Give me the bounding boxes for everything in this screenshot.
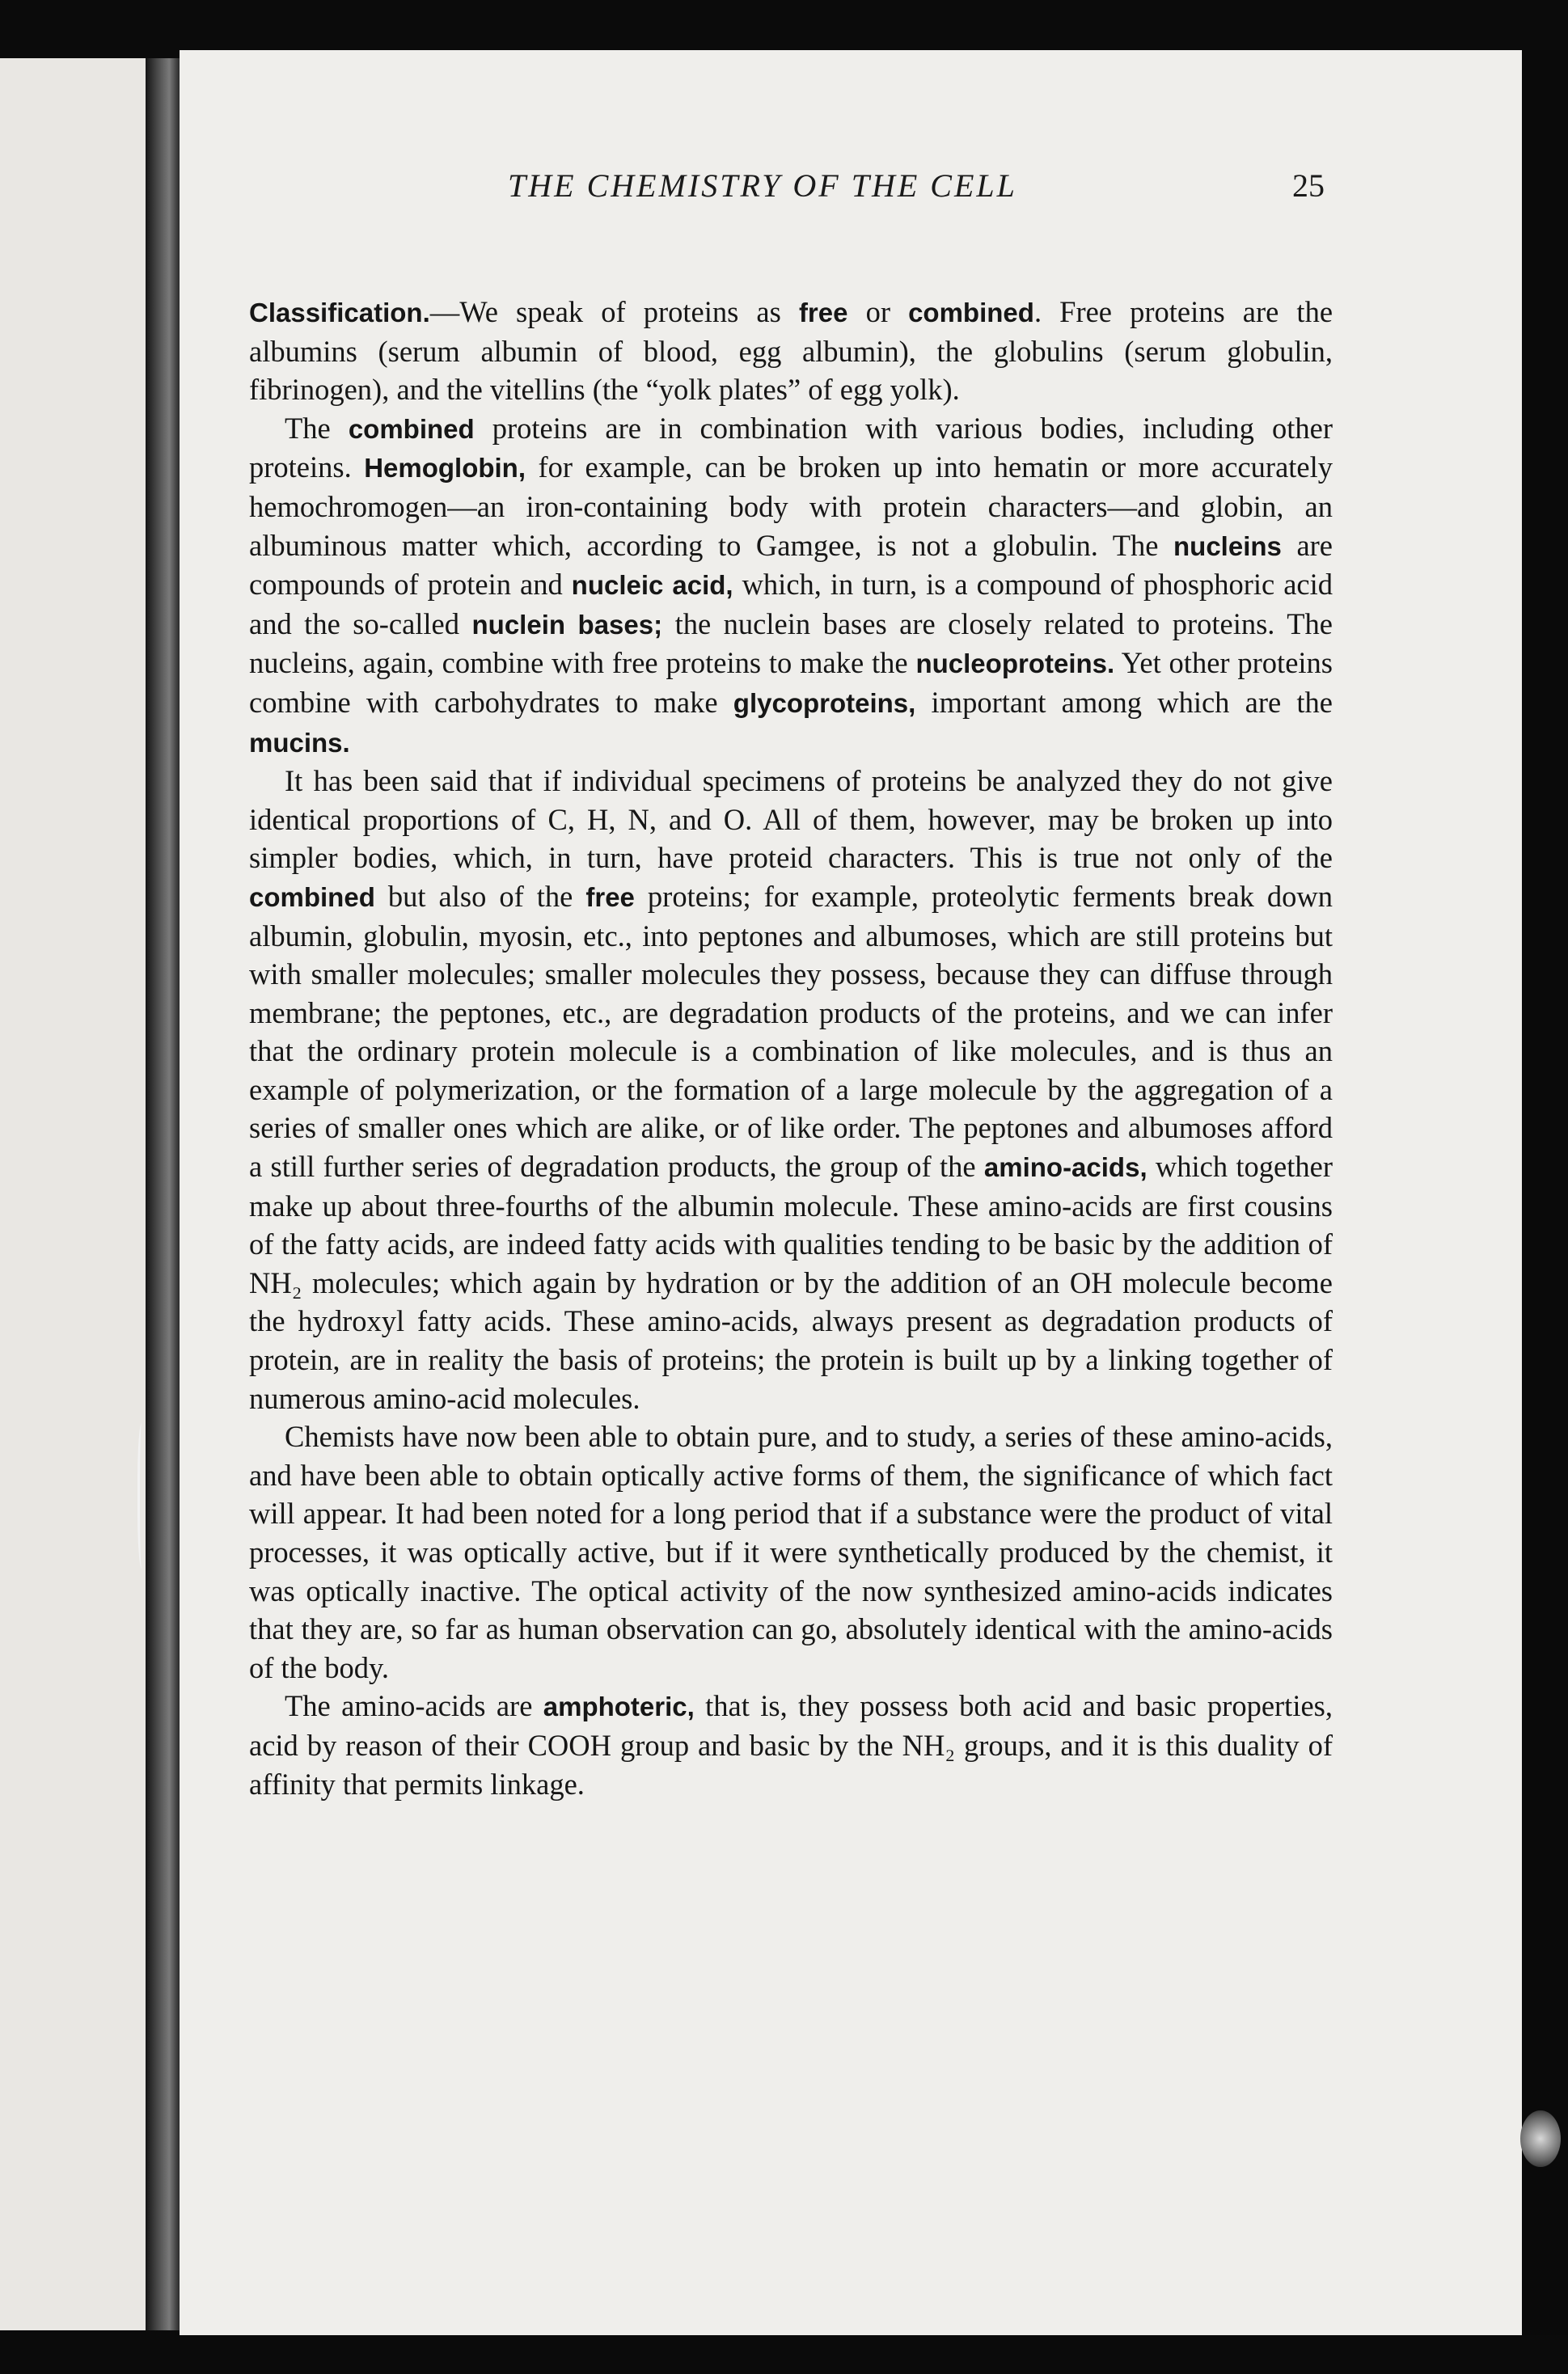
paragraph-amphoteric: [249, 1687, 1333, 1803]
page-number: 25: [1292, 167, 1325, 204]
term-amino-acids: amino-acids,: [983, 1152, 1147, 1183]
term-combined: combined: [249, 881, 375, 912]
text-run: The: [285, 411, 349, 445]
term-nuclein-bases: nuclein bases;: [471, 609, 663, 640]
text-run: which together make up about three-fourths of the albumin molecule. These amino-acids are first cousins of the fatty acids, are indeed fatty acids with qualities tending to be basic by the addition of NH₂ molecules; which again by hydration or by the addition of an OH molecule become the hydroxyl fatty acids. These amino-acids, always present as degradation products of protein, are in reality the basis of proteins; the protein is built up by a linking together of numerous amino-acid molecules.: [249, 1150, 1333, 1415]
term-free: free: [585, 881, 635, 912]
text-run: for example, can be broken up into hematin or more accurately hemochromogen—an iron-containing body with protein characters—and globin, an albuminous matter which, according to Gamgee, is not a globulin. The: [249, 450, 1333, 562]
text-run: . Free proteins are the albumins (serum albumin of blood, egg albumin), the globulins (serum globulin, fibrinogen), and the vitellins (the “yolk plates” of egg yolk).: [249, 295, 1333, 407]
text-run: are compounds of protein and: [249, 528, 1333, 602]
text-run: important among which are the: [915, 685, 1333, 719]
paragraph-optical-activity: Chemists have now been able to obtain pure, and to study, a series of these amino-acids, and have been able to obtain optically active forms of them, the significance of which fact will appear. It had been noted for a long period that if a substance were the product of vital processes, it was optically active, but if it were synthetically produced by the chemist, it was optically inactive. The optical activity of the now synthesized amino-acids indicates that they are, so far as human observation can go, absolutely identical with the amino-acids of the body.: [249, 1420, 1333, 1684]
page-curl-mark: [137, 1423, 148, 1569]
term-nucleins: nucleins: [1173, 530, 1282, 561]
paragraph-analysis: [249, 762, 1333, 1417]
book-gutter: [146, 58, 180, 2330]
page-body: [249, 293, 1333, 1803]
text-run: that is, they possess both acid and basic properties, acid by reason of their COOH group and basic by the NH₂ groups, and it is this duality of affinity that permits linkage.: [249, 1689, 1333, 1801]
term-nucleic-acid: nucleic acid,: [571, 570, 733, 601]
text-run: the nuclein bases are closely related to proteins. The nucleins, again, combine with free proteins to make the: [249, 606, 1333, 680]
paragraph-classification: [249, 293, 1333, 409]
text-run: which, in turn, is a compound of phosphoric acid and the so-called: [249, 568, 1333, 640]
term-combined: combined: [348, 413, 475, 444]
text-run: proteins; for example, proteolytic ferments break down albumin, globulin, myosin, etc., into peptones and albumoses, which are still proteins but with smaller molecules; smaller molecules they possess, because they can diffuse through membrane; the peptones, etc., are degradation products of the proteins, and we can infer that the ordinary protein molecule is a combination of like molecules, and is thus an example of polymerization, or the formation of a large molecule by the aggregation of a series of smaller ones which are alike, or of like order. The peptones and albumoses afford a still further series of degradation products, the group of the: [249, 879, 1333, 1184]
term-free: free: [798, 298, 848, 327]
facing-page-edge: [0, 58, 146, 2330]
term-nucleoproteins: nucleoproteins.: [915, 648, 1115, 679]
text-run: or: [847, 295, 909, 328]
term-mucins: mucins.: [249, 727, 350, 758]
scan-border: [1522, 50, 1568, 2335]
term-amphoteric: amphoteric,: [543, 1692, 695, 1722]
text-run: but also of the: [374, 879, 586, 913]
text-run: Yet other proteins combine with carbohydrates to make: [249, 646, 1333, 719]
text-run: proteins are in combination with various bodies, including other proteins.: [249, 411, 1333, 484]
running-head: THE CHEMISTRY OF THE CELL: [508, 167, 1017, 204]
term-combined: combined: [908, 298, 1034, 327]
term-glycoproteins: glycoproteins,: [733, 687, 916, 718]
text-run: —We speak of proteins as: [429, 295, 799, 328]
paragraph-combined-proteins: [249, 409, 1333, 762]
term-hemoglobin: Hemoglobin,: [364, 453, 526, 484]
text-run: The amino-acids are: [285, 1689, 543, 1723]
scan-artifact: [1520, 2110, 1561, 2167]
term-classification: Classification.: [249, 298, 430, 327]
text-run: It has been said that if individual specimens of proteins be analyzed they do not give identical proportions of C, H, N, and O. All of them, however, may be broken up into simpler bodies, which, in turn, have proteid characters. This is true not only of the: [249, 764, 1333, 875]
